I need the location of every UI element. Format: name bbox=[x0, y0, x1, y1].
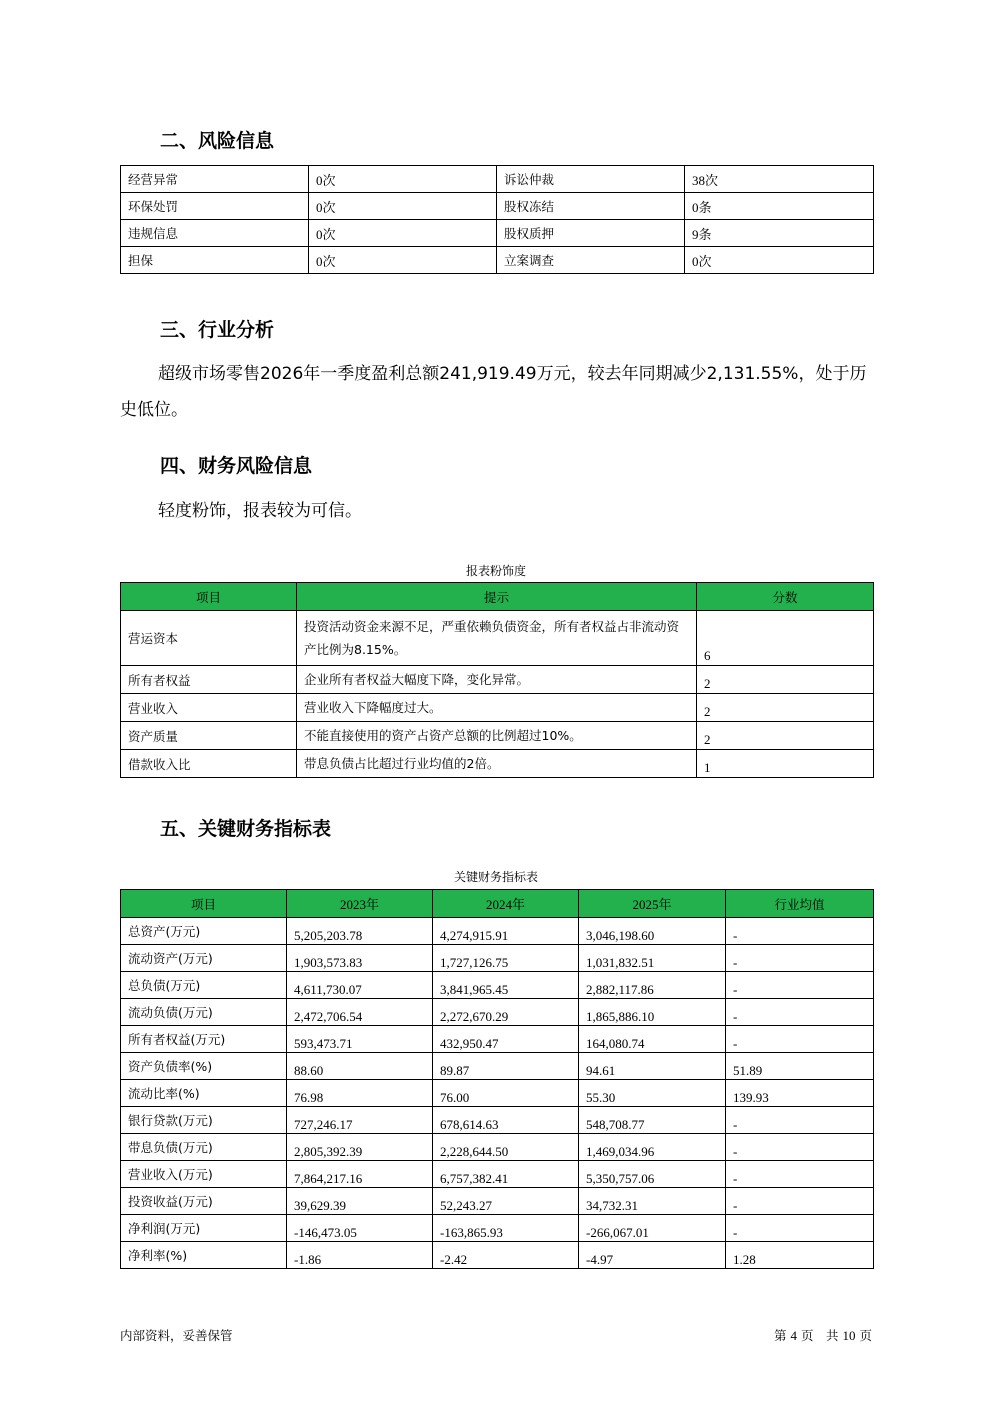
kpi-value-2023: 4,611,730.07 bbox=[287, 972, 433, 999]
kpi-value-2023: -146,473.05 bbox=[287, 1215, 433, 1242]
table-row bbox=[121, 220, 874, 247]
risk-label: 立案调查 bbox=[497, 247, 685, 274]
table-row bbox=[121, 1134, 874, 1161]
kpi-value-2025: 1,865,886.10 bbox=[579, 999, 726, 1026]
page-suffix: 页 bbox=[859, 1328, 872, 1343]
kpi-value-2025: 94.61 bbox=[579, 1053, 726, 1080]
kpi-value-2023: 39,629.39 bbox=[287, 1188, 433, 1215]
flag-item: 资产质量 bbox=[121, 722, 297, 750]
kpi-item: 投资收益(万元) bbox=[121, 1188, 287, 1215]
risk-label: 担保 bbox=[121, 247, 309, 274]
kpi-value-2025: 3,046,198.60 bbox=[579, 918, 726, 945]
section-title-financial-risk: 四、财务风险信息 bbox=[160, 455, 313, 477]
risk-label: 违规信息 bbox=[121, 220, 309, 247]
flag-hint: 投资活动资金来源不足，严重依赖负债资金，所有者权益占非流动资产比例为8.15%。 bbox=[297, 611, 697, 666]
kpi-value-2025: 1,031,832.51 bbox=[579, 945, 726, 972]
kpi-item: 银行贷款(万元) bbox=[121, 1107, 287, 1134]
kpi-value-industry-avg: 1.28 bbox=[726, 1242, 874, 1269]
table-row bbox=[121, 694, 874, 722]
kpi-item: 总负债(万元) bbox=[121, 972, 287, 999]
risk-value: 0次 bbox=[309, 247, 497, 274]
table-row bbox=[121, 611, 874, 666]
kpi-item: 净利润(万元) bbox=[121, 1215, 287, 1242]
risk-label: 诉讼仲裁 bbox=[497, 166, 685, 193]
kpi-value-2024: 76.00 bbox=[433, 1080, 579, 1107]
risk-value: 0次 bbox=[685, 247, 874, 274]
kpi-value-2024: 2,228,644.50 bbox=[433, 1134, 579, 1161]
flag-hint: 不能直接使用的资产占资产总额的比例超过10%。 bbox=[297, 722, 697, 750]
table-row bbox=[121, 1161, 874, 1188]
table-row bbox=[121, 666, 874, 694]
kpi-item: 流动负债(万元) bbox=[121, 999, 287, 1026]
kpi-value-2025: 164,080.74 bbox=[579, 1026, 726, 1053]
flag-hint: 营业收入下降幅度过大。 bbox=[297, 694, 697, 722]
kpi-value-2025: 548,708.77 bbox=[579, 1107, 726, 1134]
risk-label: 股权质押 bbox=[497, 220, 685, 247]
kpi-value-2023: 593,473.71 bbox=[287, 1026, 433, 1053]
risk-label: 环保处罚 bbox=[121, 193, 309, 220]
kpi-item: 资产负债率(%) bbox=[121, 1053, 287, 1080]
risk-label: 经营异常 bbox=[121, 166, 309, 193]
flag-header-score: 分数 bbox=[697, 583, 874, 611]
table-row bbox=[121, 945, 874, 972]
table-row bbox=[121, 1026, 874, 1053]
flag-hint: 企业所有者权益大幅度下降，变化异常。 bbox=[297, 666, 697, 694]
kpi-value-industry-avg: 51.89 bbox=[726, 1053, 874, 1080]
kpi-value-2024: 6,757,382.41 bbox=[433, 1161, 579, 1188]
kpi-item: 流动资产(万元) bbox=[121, 945, 287, 972]
flag-score: 1 bbox=[697, 750, 874, 778]
industry-paragraph: 超级市场零售2026年一季度盈利总额241,919.49万元，较去年同期减少2,131.55%，处于历史低位。 bbox=[120, 364, 867, 420]
kpi-value-2024: 89.87 bbox=[433, 1053, 579, 1080]
kpi-item: 流动比率(%) bbox=[121, 1080, 287, 1107]
kpi-item: 所有者权益(万元) bbox=[121, 1026, 287, 1053]
kpi-value-2025: 34,732.31 bbox=[579, 1188, 726, 1215]
kpi-value-industry-avg: - bbox=[726, 1134, 874, 1161]
flag-score: 2 bbox=[697, 666, 874, 694]
risk-value: 0次 bbox=[309, 220, 497, 247]
flag-score: 2 bbox=[697, 694, 874, 722]
kpi-header-2023: 2023年 bbox=[287, 890, 433, 918]
table-row bbox=[121, 999, 874, 1026]
kpi-value-industry-avg: - bbox=[726, 1026, 874, 1053]
kpi-header-item: 项目 bbox=[121, 890, 287, 918]
kpi-value-2024: 432,950.47 bbox=[433, 1026, 579, 1053]
kpi-value-2024: 2,272,670.29 bbox=[433, 999, 579, 1026]
table-row bbox=[121, 750, 874, 778]
flag-score: 6 bbox=[697, 611, 874, 666]
kpi-value-2023: 5,205,203.78 bbox=[287, 918, 433, 945]
kpi-value-2025: 2,882,117.86 bbox=[579, 972, 726, 999]
kpi-item: 净利率(%) bbox=[121, 1242, 287, 1269]
page-total: 10 bbox=[842, 1328, 856, 1343]
table-row bbox=[121, 1215, 874, 1242]
kpi-value-2023: 727,246.17 bbox=[287, 1107, 433, 1134]
table-row bbox=[121, 166, 874, 193]
kpi-table-caption: 关键财务指标表 bbox=[453, 870, 538, 884]
table-row bbox=[121, 1242, 874, 1269]
kpi-value-industry-avg: - bbox=[726, 1188, 874, 1215]
kpi-value-2023: 1,903,573.83 bbox=[287, 945, 433, 972]
kpi-header-2024: 2024年 bbox=[433, 890, 579, 918]
page-current: 4 bbox=[790, 1328, 798, 1343]
kpi-value-2025: -266,067.01 bbox=[579, 1215, 726, 1242]
kpi-value-2024: -2.42 bbox=[433, 1242, 579, 1269]
kpi-header-2025: 2025年 bbox=[579, 890, 726, 918]
risk-value: 9条 bbox=[685, 220, 874, 247]
flag-hint: 带息负债占比超过行业均值的2倍。 bbox=[297, 750, 697, 778]
kpi-value-2024: 1,727,126.75 bbox=[433, 945, 579, 972]
kpi-value-industry-avg: - bbox=[726, 918, 874, 945]
table-row bbox=[121, 193, 874, 220]
risk-value: 0条 bbox=[685, 193, 874, 220]
kpi-item: 总资产(万元) bbox=[121, 918, 287, 945]
table-row bbox=[121, 972, 874, 999]
table-row bbox=[121, 1188, 874, 1215]
risk-value: 0次 bbox=[309, 193, 497, 220]
flag-item: 营运资本 bbox=[121, 611, 297, 666]
kpi-value-2025: 55.30 bbox=[579, 1080, 726, 1107]
table-row bbox=[121, 247, 874, 274]
kpi-item: 带息负债(万元) bbox=[121, 1134, 287, 1161]
flag-score: 2 bbox=[697, 722, 874, 750]
risk-label: 股权冻结 bbox=[497, 193, 685, 220]
kpi-value-2024: 52,243.27 bbox=[433, 1188, 579, 1215]
flag-table-caption: 报表粉饰度 bbox=[465, 564, 526, 578]
kpi-item: 营业收入(万元) bbox=[121, 1161, 287, 1188]
table-row bbox=[121, 1080, 874, 1107]
kpi-value-2023: 88.60 bbox=[287, 1053, 433, 1080]
kpi-value-industry-avg: - bbox=[726, 1215, 874, 1242]
kpi-value-2024: -163,865.93 bbox=[433, 1215, 579, 1242]
section-title-industry: 三、行业分析 bbox=[160, 319, 275, 341]
footer-note: 内部资料，妥善保管 bbox=[120, 1328, 233, 1343]
kpi-value-2023: 2,472,706.54 bbox=[287, 999, 433, 1026]
kpi-header-industry-avg: 行业均值 bbox=[726, 890, 874, 918]
kpi-table bbox=[120, 889, 874, 1269]
table-row bbox=[121, 722, 874, 750]
financial-risk-paragraph: 轻度粉饰，报表较为可信。 bbox=[158, 501, 362, 521]
flag-header-hint: 提示 bbox=[297, 583, 697, 611]
kpi-value-2025: -4.97 bbox=[579, 1242, 726, 1269]
page-prefix: 第 bbox=[774, 1328, 787, 1343]
kpi-value-2023: 7,864,217.16 bbox=[287, 1161, 433, 1188]
section-title-kpi: 五、关键财务指标表 bbox=[160, 818, 332, 840]
flag-item: 借款收入比 bbox=[121, 750, 297, 778]
kpi-value-industry-avg: - bbox=[726, 1107, 874, 1134]
risk-table bbox=[120, 165, 874, 274]
kpi-value-industry-avg: 139.93 bbox=[726, 1080, 874, 1107]
section-title-risk: 二、风险信息 bbox=[160, 130, 275, 152]
kpi-value-2024: 4,274,915.91 bbox=[433, 918, 579, 945]
table-row bbox=[121, 1053, 874, 1080]
risk-value: 38次 bbox=[685, 166, 874, 193]
flag-header-item: 项目 bbox=[121, 583, 297, 611]
kpi-value-industry-avg: - bbox=[726, 972, 874, 999]
kpi-value-industry-avg: - bbox=[726, 1161, 874, 1188]
kpi-value-2023: -1.86 bbox=[287, 1242, 433, 1269]
flag-item: 所有者权益 bbox=[121, 666, 297, 694]
kpi-value-2025: 1,469,034.96 bbox=[579, 1134, 726, 1161]
kpi-value-industry-avg: - bbox=[726, 945, 874, 972]
kpi-value-2023: 2,805,392.39 bbox=[287, 1134, 433, 1161]
table-row bbox=[121, 1107, 874, 1134]
kpi-value-2023: 76.98 bbox=[287, 1080, 433, 1107]
flag-item: 营业收入 bbox=[121, 694, 297, 722]
kpi-value-2024: 3,841,965.45 bbox=[433, 972, 579, 999]
kpi-value-2025: 5,350,757.06 bbox=[579, 1161, 726, 1188]
kpi-value-industry-avg: - bbox=[726, 999, 874, 1026]
page-mid: 页 共 bbox=[801, 1328, 839, 1343]
kpi-value-2024: 678,614.63 bbox=[433, 1107, 579, 1134]
footer-page-number bbox=[774, 1326, 872, 1344]
table-row bbox=[121, 918, 874, 945]
risk-value: 0次 bbox=[309, 166, 497, 193]
flag-table bbox=[120, 582, 874, 778]
